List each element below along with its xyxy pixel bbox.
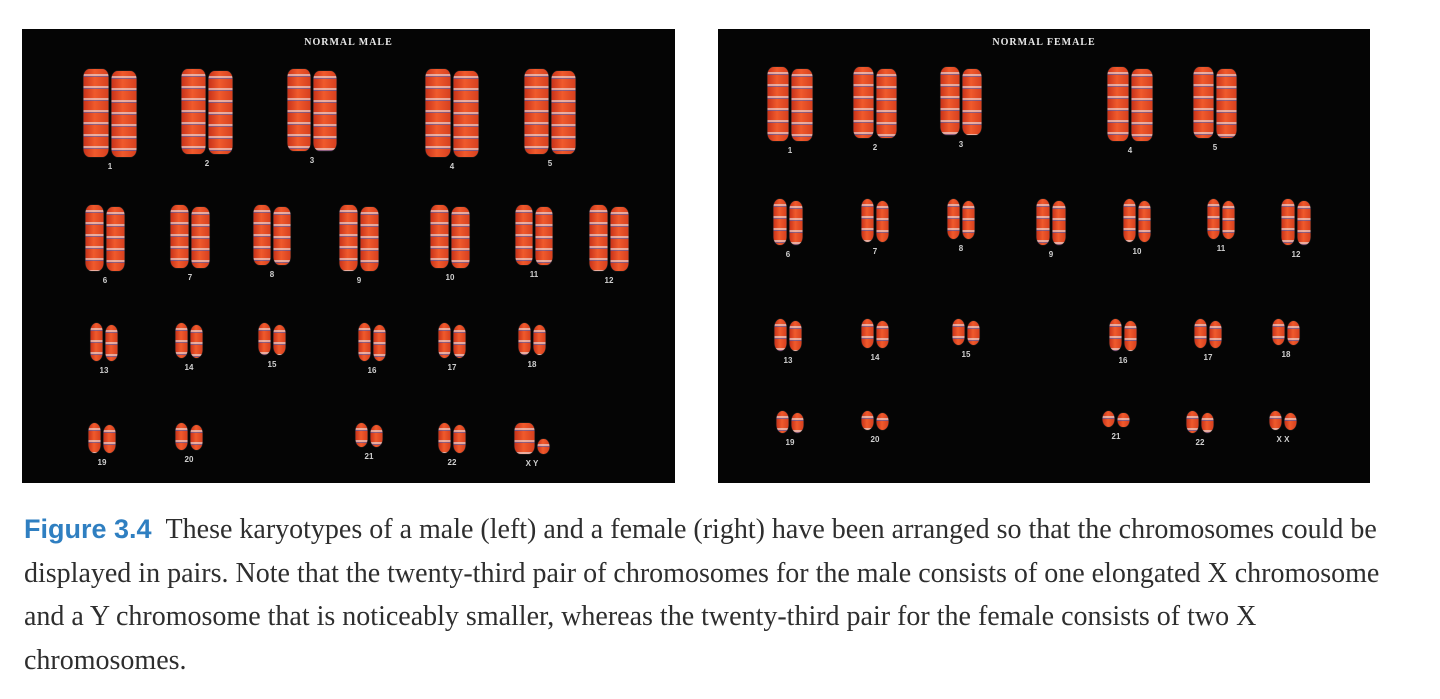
chromosome [1273, 319, 1285, 345]
chromosome-number-label: 19 [785, 438, 795, 447]
chromosome-pair [1282, 199, 1311, 259]
chromosome-pair [1110, 319, 1137, 365]
chromosome-pair-image [862, 319, 889, 348]
chromosome [790, 321, 802, 351]
chromosome-number-label: 4 [449, 162, 455, 171]
chromosome-pair [1208, 199, 1235, 253]
chromosome-pair-image [340, 205, 379, 271]
chromosome [1118, 413, 1130, 427]
chromosome-number-label: 14 [870, 353, 880, 362]
caption-text: These karyotypes of a male (left) and a female (right) have been arranged so that the chromosomes could be displayed in pairs. Note that the twenty-third pair of chromosomes for the male consists of one elongated X chromosome and a Y chromosome that is noticeably smaller, whereas the twenty-third pair for the female consists of two X chromosomes. [24, 514, 1380, 676]
chromosome-pair [1273, 319, 1300, 359]
chromosome-number-label: 1 [787, 146, 793, 155]
chromosome [953, 319, 965, 345]
chromosome-pair-image [862, 199, 889, 242]
chromosome [1217, 69, 1237, 138]
male-karyotype-panel [22, 29, 675, 483]
chromosome-pair-image [516, 205, 553, 265]
chromosome [454, 325, 466, 358]
chromosome-pair-image [1195, 319, 1222, 348]
chromosome-number-label: 17 [447, 363, 457, 372]
chromosome [536, 207, 553, 265]
chromosome-pair [862, 411, 889, 444]
chromosome-pair [254, 205, 291, 279]
chromosome-pair-image [1282, 199, 1311, 245]
chromosome-pair [854, 67, 897, 152]
chromosome [877, 321, 889, 348]
chromosome [948, 199, 960, 239]
chromosome [91, 323, 103, 361]
chromosome-pair-image [948, 199, 975, 239]
chromosome-pair [515, 423, 550, 468]
chromosome [862, 199, 874, 242]
chromosome [1208, 199, 1220, 239]
chromosome-pair-image [1108, 67, 1153, 141]
chromosome-number-label: 22 [1195, 438, 1205, 447]
chromosome-number-label: 11 [529, 270, 539, 279]
chromosome [209, 71, 233, 154]
chromosome-number-label: 2 [872, 143, 878, 152]
chromosome-pair [176, 323, 203, 372]
chromosome-number-label: 9 [1048, 250, 1054, 259]
chromosome-pair-image [862, 411, 889, 430]
chromosome-pair [777, 411, 804, 447]
chromosome-pair-image [1270, 411, 1297, 430]
chromosome-pair-image [91, 323, 118, 361]
chromosome-pair [1124, 199, 1151, 256]
chromosome [611, 207, 629, 271]
chromosome-pair [340, 205, 379, 285]
chromosome [1194, 67, 1214, 138]
chromosome-pair-image [768, 67, 813, 141]
chromosome-number-label: 21 [364, 452, 374, 461]
chromosome-number-label: 14 [184, 363, 194, 372]
chromosome [359, 323, 371, 361]
chromosome-pair-image [515, 423, 550, 454]
female-karyotype-panel [718, 29, 1370, 483]
chromosome [431, 205, 449, 268]
chromosome-number-label: 15 [961, 350, 971, 359]
chromosome-number-label: 7 [187, 273, 193, 282]
figure-label: Figure 3.4 [24, 514, 152, 544]
chromosome-number-label: 8 [958, 244, 964, 253]
chromosome [877, 201, 889, 242]
chromosome [525, 69, 549, 154]
chromosome [112, 71, 137, 157]
chromosome [439, 423, 451, 453]
chromosome-pair [431, 205, 470, 282]
chromosome [1285, 413, 1297, 430]
chromosome-pair-image [1273, 319, 1300, 345]
chromosome-number-label: 6 [102, 276, 108, 285]
chromosome-pair-image [176, 423, 203, 450]
chromosome-number-label: 18 [527, 360, 537, 369]
chromosome [775, 319, 787, 351]
chromosome-number-label: X Y [525, 459, 539, 468]
chromosome-number-label: 7 [872, 247, 878, 256]
chromosome-pair [1270, 411, 1297, 444]
chromosome [107, 207, 125, 271]
chromosome [1103, 411, 1115, 427]
chromosome [515, 423, 535, 454]
chromosome [454, 71, 479, 157]
chromosome-pair-image [774, 199, 803, 245]
chromosome [862, 411, 874, 430]
chromosome-pair-image [1194, 67, 1237, 138]
chromosome [1110, 319, 1122, 351]
chromosome-pair [775, 319, 802, 365]
chromosome-number-label: X X [1276, 435, 1290, 444]
chromosome [1223, 201, 1235, 239]
chromosome-pair [519, 323, 546, 369]
chromosome [534, 325, 546, 355]
chromosome-pair [89, 423, 116, 467]
chromosome-number-label: 1 [107, 162, 113, 171]
chromosome [877, 69, 897, 138]
chromosome [104, 425, 116, 453]
chromosome-pair-image [89, 423, 116, 453]
chromosome-number-label: 10 [445, 273, 455, 282]
chromosome [191, 325, 203, 358]
chromosome-pair-image [1110, 319, 1137, 351]
chromosome-number-label: 6 [785, 250, 791, 259]
chromosome-pair-image [1208, 199, 1235, 239]
chromosome [792, 69, 813, 141]
chromosome [182, 69, 206, 154]
chromosome [454, 425, 466, 453]
chromosome [1139, 201, 1151, 242]
chromosome-number-label: 15 [267, 360, 277, 369]
chromosome [274, 207, 291, 265]
chromosome-pair [439, 323, 466, 372]
chromosome-pair-image [775, 319, 802, 351]
chromosome [963, 69, 982, 135]
chromosome [314, 71, 337, 151]
chromosome-pair-image [590, 205, 629, 271]
chromosome-number-label: 8 [269, 270, 275, 279]
chromosome-number-label: 13 [99, 366, 109, 375]
chromosome-pair-image [431, 205, 470, 268]
chromosome [777, 411, 789, 433]
chromosome [192, 207, 210, 268]
chromosome-pair [356, 423, 383, 461]
chromosome-pair-image [254, 205, 291, 265]
chromosome-pair [182, 69, 233, 168]
chromosome-pair-image [953, 319, 980, 345]
chromosome [774, 199, 787, 245]
chromosome-pair [941, 67, 982, 149]
chromosome-pair-image [439, 323, 466, 358]
chromosome [941, 67, 960, 135]
chromosome-pair [516, 205, 553, 279]
chromosome-pair-image [1103, 411, 1130, 427]
chromosome [1270, 411, 1282, 430]
chromosome [552, 71, 576, 154]
chromosome-pair [953, 319, 980, 359]
chromosome [516, 205, 533, 265]
chromosome-pair [1195, 319, 1222, 362]
chromosome [356, 423, 368, 447]
figure-caption [24, 508, 1394, 682]
chromosome-number-label: 3 [309, 156, 315, 165]
chromosome-pair [259, 323, 286, 369]
chromosome [1037, 199, 1050, 245]
male-panel-title: NORMAL MALE [304, 37, 393, 48]
chromosome-number-label: 16 [1118, 356, 1128, 365]
chromosome-pair-image [941, 67, 982, 135]
chromosome-number-label: 4 [1127, 146, 1133, 155]
chromosome-pair-image [259, 323, 286, 355]
chromosome [963, 201, 975, 239]
chromosome [274, 325, 286, 355]
chromosome-pair-image [182, 69, 233, 154]
chromosome-pair [862, 319, 889, 362]
chromosome-pair-image [777, 411, 804, 433]
chromosome [792, 413, 804, 433]
chromosome-pair [1037, 199, 1066, 259]
chromosome [1282, 199, 1295, 245]
chromosome-pair [862, 199, 889, 256]
chromosome [968, 321, 980, 345]
chromosome-number-label: 20 [184, 455, 194, 464]
chromosome [439, 323, 451, 358]
chromosome [371, 425, 383, 447]
chromosome-pair [1108, 67, 1153, 155]
chromosome-number-label: 9 [356, 276, 362, 285]
chromosome-pair [1194, 67, 1237, 152]
chromosome-number-label: 3 [958, 140, 964, 149]
chromosome-pair-image [525, 69, 576, 154]
chromosome-pair-image [519, 323, 546, 355]
chromosome-pair-image [171, 205, 210, 268]
chromosome-number-label: 16 [367, 366, 377, 375]
chromosome [1210, 321, 1222, 348]
chromosome [1195, 319, 1207, 348]
chromosome-number-label: 18 [1281, 350, 1291, 359]
chromosome [1202, 413, 1214, 433]
chromosome [877, 413, 889, 430]
chromosome-pair [288, 69, 337, 165]
chromosome [340, 205, 358, 271]
chromosome [84, 69, 109, 157]
chromosome [361, 207, 379, 271]
chromosome-pair [948, 199, 975, 253]
chromosome [452, 207, 470, 268]
chromosome-number-label: 10 [1132, 247, 1142, 256]
chromosome [288, 69, 311, 151]
chromosome [1053, 201, 1066, 245]
chromosome [426, 69, 451, 157]
chromosome-pair [84, 69, 137, 171]
chromosome [854, 67, 874, 138]
chromosome [519, 323, 531, 355]
chromosome-number-label: 5 [1212, 143, 1218, 152]
chromosome-number-label: 22 [447, 458, 457, 467]
chromosome-pair [1103, 411, 1130, 441]
chromosome [862, 319, 874, 348]
chromosome-pair-image [1187, 411, 1214, 433]
chromosome-pair [768, 67, 813, 155]
chromosome-pair [774, 199, 803, 259]
chromosome [1124, 199, 1136, 242]
chromosome-pair-image [854, 67, 897, 138]
chromosome [171, 205, 189, 268]
chromosome [374, 325, 386, 361]
chromosome-number-label: 17 [1203, 353, 1213, 362]
chromosome-number-label: 13 [783, 356, 793, 365]
chromosome-pair [1187, 411, 1214, 447]
chromosome [86, 205, 104, 271]
chromosome-number-label: 11 [1216, 244, 1226, 253]
chromosome-pair-image [439, 423, 466, 453]
chromosome-pair-image [1124, 199, 1151, 242]
chromosome-number-label: 12 [604, 276, 614, 285]
chromosome-pair [426, 69, 479, 171]
chromosome-pair [176, 423, 203, 464]
chromosome-number-label: 20 [870, 435, 880, 444]
chromosome [106, 325, 118, 361]
chromosome-pair [171, 205, 210, 282]
chromosome-number-label: 21 [1111, 432, 1121, 441]
chromosome [1288, 321, 1300, 345]
chromosome-pair-image [86, 205, 125, 271]
chromosome-pair-image [359, 323, 386, 361]
chromosome [1125, 321, 1137, 351]
chromosome [590, 205, 608, 271]
chromosome [1108, 67, 1129, 141]
chromosome-number-label: 5 [547, 159, 553, 168]
chromosome-number-label: 12 [1291, 250, 1301, 259]
chromosome [768, 67, 789, 141]
chromosome-pair [91, 323, 118, 375]
chromosome-pair [439, 423, 466, 467]
chromosome [191, 425, 203, 450]
chromosome-pair-image [176, 323, 203, 358]
chromosome [254, 205, 271, 265]
chromosome-pair [86, 205, 125, 285]
female-panel-title: NORMAL FEMALE [992, 37, 1096, 48]
chromosome-pair-image [1037, 199, 1066, 245]
chromosome [176, 323, 188, 358]
chromosome [176, 423, 188, 450]
chromosome [259, 323, 271, 355]
chromosome [89, 423, 101, 453]
chromosome-pair [359, 323, 386, 375]
chromosome-pair-image [426, 69, 479, 157]
chromosome-number-label: 19 [97, 458, 107, 467]
chromosome-pair [525, 69, 576, 168]
chromosome [538, 439, 550, 454]
chromosome-pair-image [356, 423, 383, 447]
chromosome-pair [590, 205, 629, 285]
chromosome-number-label: 2 [204, 159, 210, 168]
chromosome [790, 201, 803, 245]
chromosome-pair-image [288, 69, 337, 151]
chromosome [1187, 411, 1199, 433]
chromosome [1298, 201, 1311, 245]
chromosome-pair-image [84, 69, 137, 157]
chromosome [1132, 69, 1153, 141]
